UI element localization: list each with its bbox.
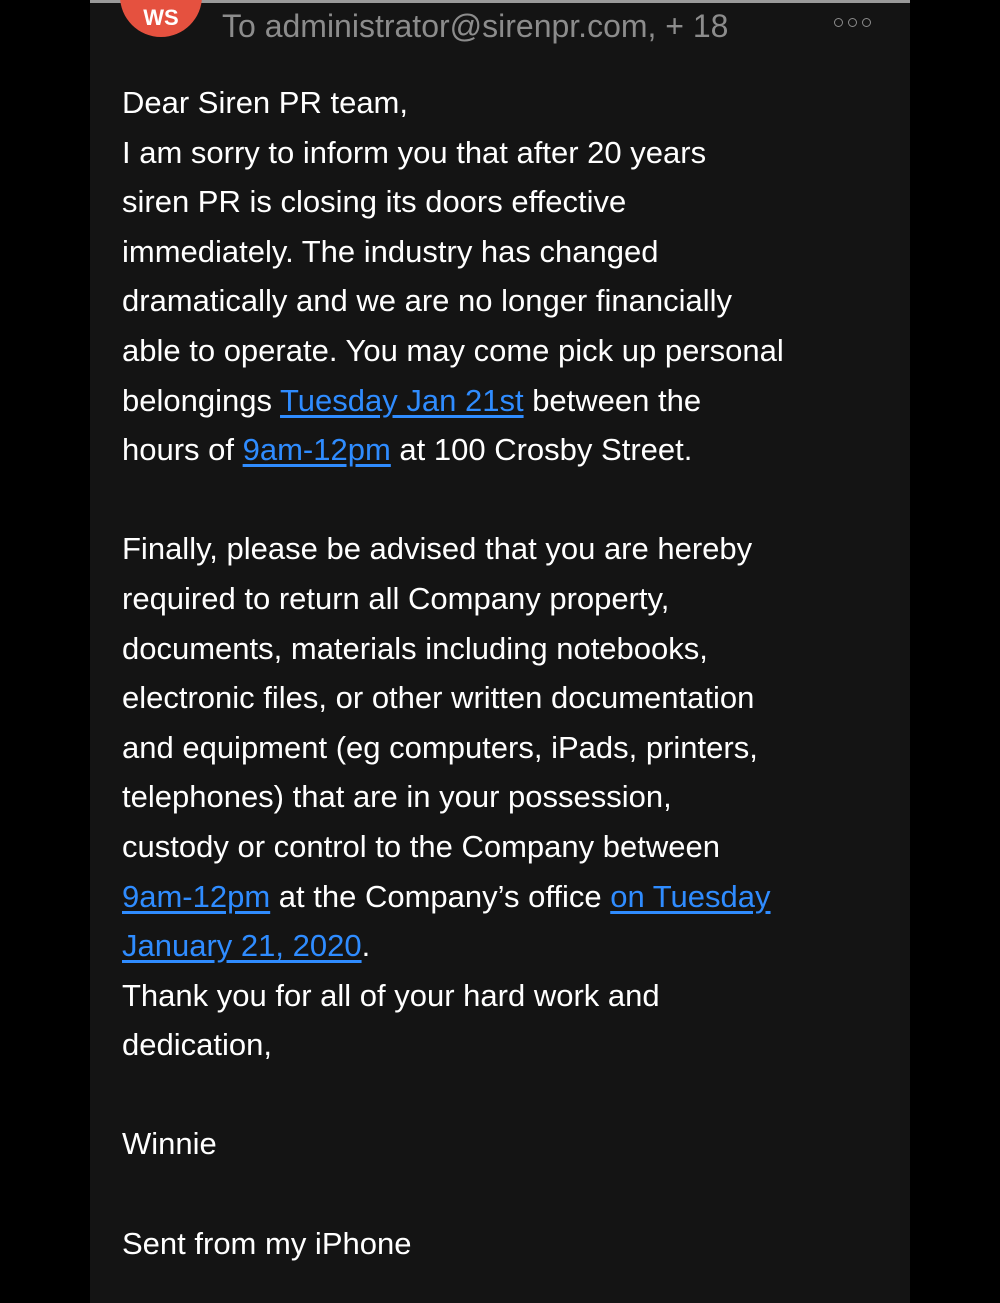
body-line: and equipment (eg computers, iPads, printers, — [122, 729, 758, 765]
body-text: at the Company’s office — [270, 878, 611, 914]
sent-from-footer: Sent from my iPhone — [122, 1225, 412, 1261]
body-line: dedication, — [122, 1027, 272, 1063]
sender-avatar[interactable] — [120, 0, 202, 37]
date-link-tuesday-jan-21st[interactable]: Tuesday Jan 21st — [280, 382, 524, 418]
body-line: Thank you for all of your hard work and — [122, 977, 660, 1013]
body-line: able to operate. You may come pick up personal — [122, 332, 784, 368]
body-line: Finally, please be advised that you are hereby — [122, 531, 753, 567]
body-text: . — [361, 928, 371, 964]
body-line — [122, 872, 892, 922]
paragraph-gap — [122, 475, 892, 525]
body-line: documents, materials including notebooks, — [122, 630, 708, 666]
time-link-9am-12pm-office[interactable]: 9am-12pm — [122, 878, 271, 914]
top-divider — [90, 0, 910, 3]
paragraph-gap — [122, 1169, 892, 1219]
avatar-initials: WS — [143, 5, 179, 30]
body-line: I am sorry to inform you that after 20 years — [122, 134, 707, 170]
email-view — [90, 0, 910, 1303]
body-line — [122, 921, 892, 971]
body-text: between the — [523, 382, 702, 418]
body-line: siren PR is closing its doors effective — [122, 184, 627, 220]
body-line: telephones) that are in your possession, — [122, 779, 672, 815]
body-text: belongings — [122, 382, 281, 418]
body-text: at 100 Crosby Street. — [390, 432, 693, 468]
body-line — [122, 376, 892, 426]
body-line: dramatically and we are no longer financially — [122, 283, 732, 319]
body-line: custody or control to the Company between — [122, 828, 720, 864]
more-options-icon[interactable] — [834, 18, 871, 27]
date-link-january-21-2020[interactable]: January 21, 2020 — [122, 928, 362, 964]
body-line: immediately. The industry has changed — [122, 233, 659, 269]
email-body — [122, 78, 892, 1268]
body-line: required to return all Company property, — [122, 580, 670, 616]
date-link-on-tuesday[interactable]: on Tuesday — [610, 878, 771, 914]
body-line — [122, 425, 892, 475]
signature: Winnie — [122, 1126, 217, 1162]
greeting: Dear Siren PR team, — [122, 85, 408, 120]
recipients-line[interactable]: To administrator@sirenpr.com, + 18 — [222, 8, 729, 44]
body-line: electronic files, or other written documentation — [122, 680, 755, 716]
paragraph-gap — [122, 1070, 892, 1120]
body-text: hours of — [122, 432, 243, 468]
time-link-9am-12pm[interactable]: 9am-12pm — [242, 432, 391, 468]
